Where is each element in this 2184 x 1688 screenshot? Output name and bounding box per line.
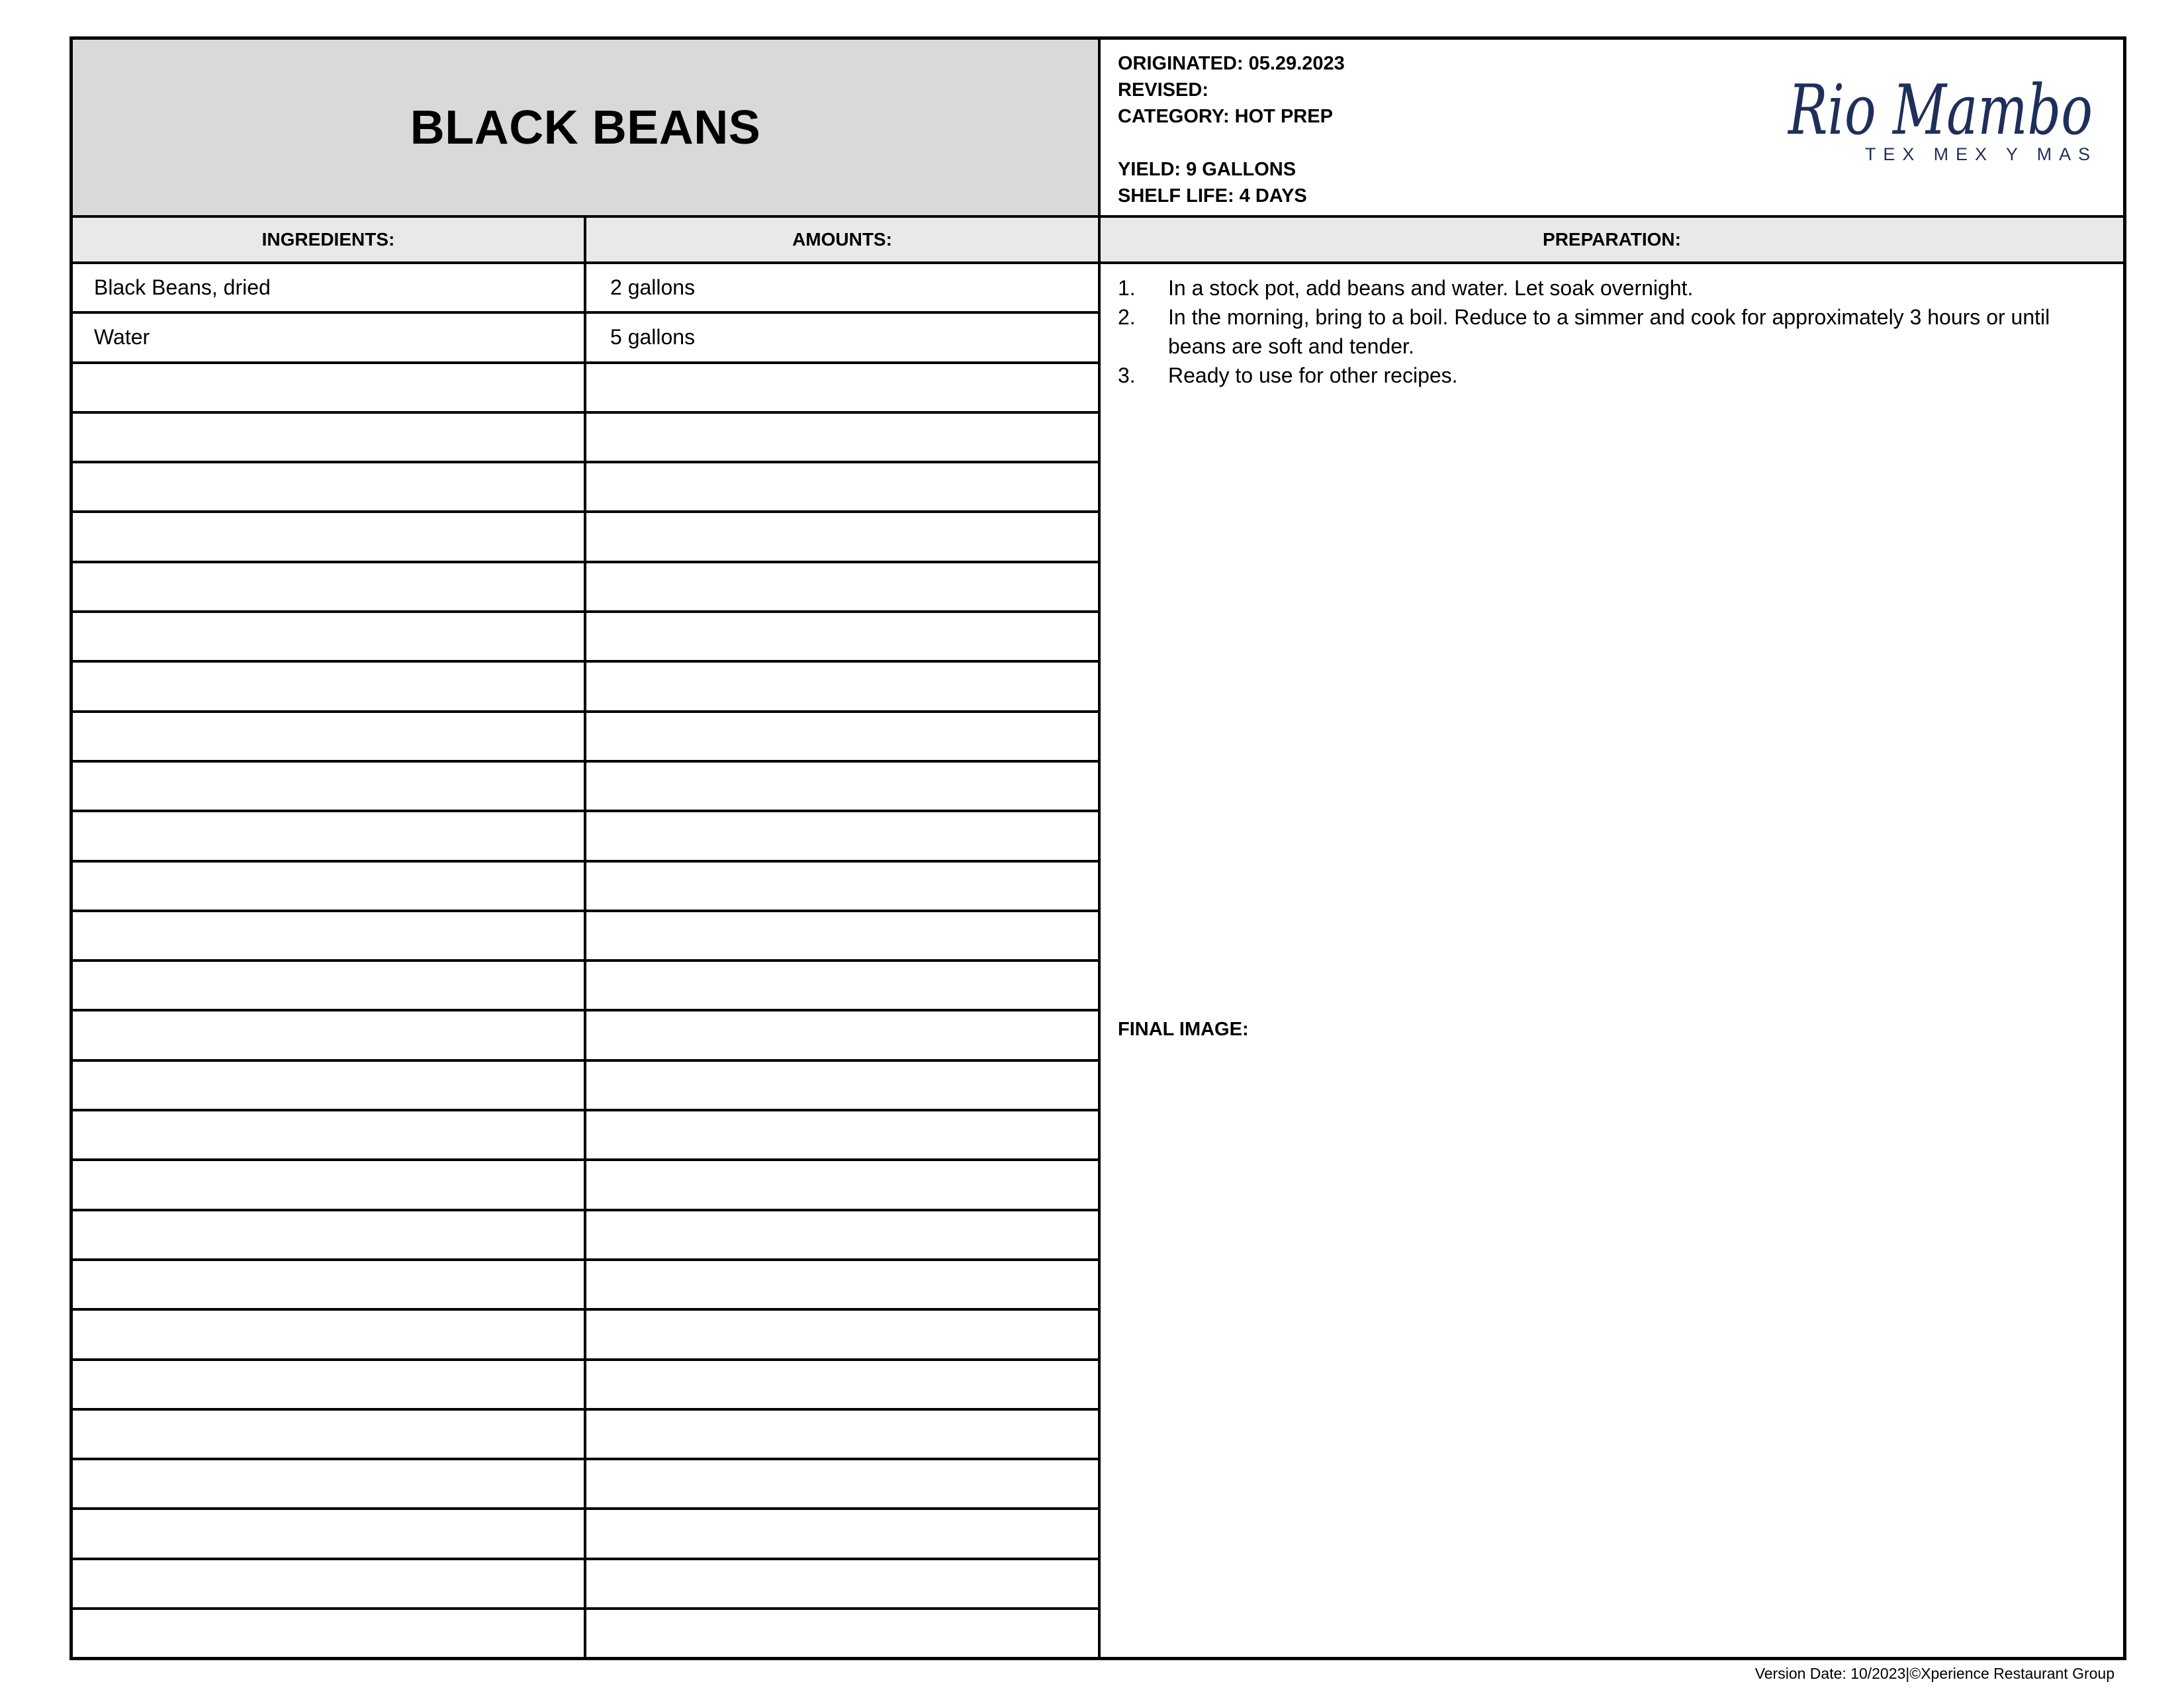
preparation-steps (1118, 273, 2097, 390)
ingredient-name (73, 613, 586, 660)
ingredient-amount (586, 364, 1101, 411)
table-row (73, 663, 1101, 712)
preparation-step (1118, 273, 2097, 303)
table-row (73, 1510, 1101, 1560)
step-number: 3. (1118, 363, 1136, 387)
table-row (73, 314, 1101, 363)
version-footer: Version Date: 10/2023|©Xperience Restaurant Group (1754, 1665, 2115, 1682)
ingredient-amount (586, 1460, 1101, 1507)
ingredient-name (73, 414, 586, 461)
ingredient-name (73, 463, 586, 510)
ingredient-amount (586, 1161, 1101, 1208)
category: CATEGORY: HOT PREP (1118, 106, 1333, 127)
table-row (73, 463, 1101, 513)
table-row (73, 1610, 1101, 1660)
ingredient-amount (586, 912, 1101, 959)
ingredient-amount (586, 1111, 1101, 1158)
ingredient-name (73, 863, 586, 910)
originated-date: ORIGINATED: 05.29.2023 (1118, 53, 1345, 74)
ingredient-name: Water (73, 314, 586, 361)
ingredient-name (73, 563, 586, 610)
ingredient-name (73, 912, 586, 959)
table-row (73, 1560, 1101, 1610)
ingredient-amount (586, 1311, 1101, 1358)
amounts-header: AMOUNTS: (586, 218, 1101, 264)
ingredient-amount (586, 1261, 1101, 1308)
ingredient-amount (586, 1211, 1101, 1258)
table-row (73, 264, 1101, 314)
ingredient-amount (586, 663, 1101, 710)
preparation-header: PREPARATION: (1101, 218, 2123, 264)
ingredients-header: INGREDIENTS: (73, 218, 586, 264)
table-row (73, 1062, 1101, 1111)
ingredient-name (73, 1111, 586, 1158)
ingredient-amount (586, 1011, 1101, 1058)
step-text: In the morning, bring to a boil. Reduce to a simmer and cook for approximately 3 hours or until beans are soft and tender. (1168, 305, 2050, 358)
meta-cell (1101, 40, 2123, 218)
recipe-title: BLACK BEANS (410, 101, 761, 154)
ingredient-name (73, 1610, 586, 1660)
ingredient-name (73, 1062, 586, 1109)
final-image-label: FINAL IMAGE: (1118, 1019, 1249, 1040)
ingredient-name (73, 962, 586, 1009)
ingredient-amount (586, 713, 1101, 760)
rio-mambo-logo (1786, 73, 2097, 179)
ingredient-name (73, 1361, 586, 1408)
table-row (73, 1261, 1101, 1311)
table-row (73, 613, 1101, 663)
ingredient-amount (586, 613, 1101, 660)
ingredient-name (73, 713, 586, 760)
table-row (73, 414, 1101, 463)
preparation-panel (1101, 264, 2123, 1657)
ingredient-amount (586, 1361, 1101, 1408)
step-number: 1. (1118, 276, 1136, 300)
ingredient-amount (586, 414, 1101, 461)
table-row (73, 1161, 1101, 1211)
ingredient-name (73, 1411, 586, 1458)
ingredient-name (73, 1011, 586, 1058)
yield: YIELD: 9 GALLONS (1118, 159, 1297, 180)
table-row (73, 364, 1101, 414)
logo-tagline: TEX MEX Y MAS (1865, 144, 2090, 164)
ingredient-amount (586, 1610, 1101, 1660)
table-row (73, 912, 1101, 962)
step-number: 2. (1118, 305, 1136, 329)
revised-date: REVISED: (1118, 79, 1208, 101)
preparation-step (1118, 303, 2097, 361)
table-row (73, 513, 1101, 563)
ingredient-amount (586, 1510, 1101, 1557)
ingredient-name (73, 663, 586, 710)
table-row (73, 962, 1101, 1011)
recipe-card (69, 36, 2126, 1660)
ingredient-amount (586, 563, 1101, 610)
ingredient-name (73, 1211, 586, 1258)
table-row (73, 1211, 1101, 1261)
table-row (73, 1361, 1101, 1411)
ingredient-amount (586, 463, 1101, 510)
ingredient-amount (586, 513, 1101, 560)
table-row (73, 1111, 1101, 1161)
ingredient-amount (586, 1062, 1101, 1109)
table-row (73, 1460, 1101, 1510)
ingredient-amount (586, 812, 1101, 859)
table-row (73, 1011, 1101, 1061)
ingredient-name (73, 364, 586, 411)
meta-spacer (1118, 130, 1345, 156)
ingredient-amount (586, 962, 1101, 1009)
ingredient-amount (586, 1411, 1101, 1458)
ingredient-name: Black Beans, dried (73, 264, 586, 311)
table-row (73, 1411, 1101, 1460)
ingredient-name (73, 1261, 586, 1308)
preparation-step (1118, 361, 2097, 390)
meta-block (1118, 50, 1345, 209)
table-row (73, 713, 1101, 763)
ingredient-name (73, 1161, 586, 1208)
title-cell (73, 40, 1101, 218)
ingredient-name (73, 1510, 586, 1557)
table-row (73, 812, 1101, 862)
ingredients-table (73, 264, 1101, 1660)
ingredient-name (73, 1560, 586, 1607)
table-row (73, 1311, 1101, 1360)
table-row (73, 763, 1101, 812)
logo-wordmark: Rio Mambo (1787, 73, 2093, 150)
ingredient-amount: 5 gallons (586, 314, 1101, 361)
ingredient-name (73, 763, 586, 810)
ingredient-amount (586, 863, 1101, 910)
table-row (73, 863, 1101, 912)
ingredient-name (73, 1311, 586, 1358)
ingredient-name (73, 812, 586, 859)
ingredient-amount (586, 1560, 1101, 1607)
ingredient-amount (586, 763, 1101, 810)
step-text: In a stock pot, add beans and water. Let soak overnight. (1168, 276, 1694, 300)
table-row (73, 563, 1101, 613)
ingredient-amount: 2 gallons (586, 264, 1101, 311)
ingredient-name (73, 513, 586, 560)
ingredient-name (73, 1460, 586, 1507)
step-text: Ready to use for other recipes. (1168, 363, 1458, 387)
shelf-life: SHELF LIFE: 4 DAYS (1118, 185, 1307, 207)
